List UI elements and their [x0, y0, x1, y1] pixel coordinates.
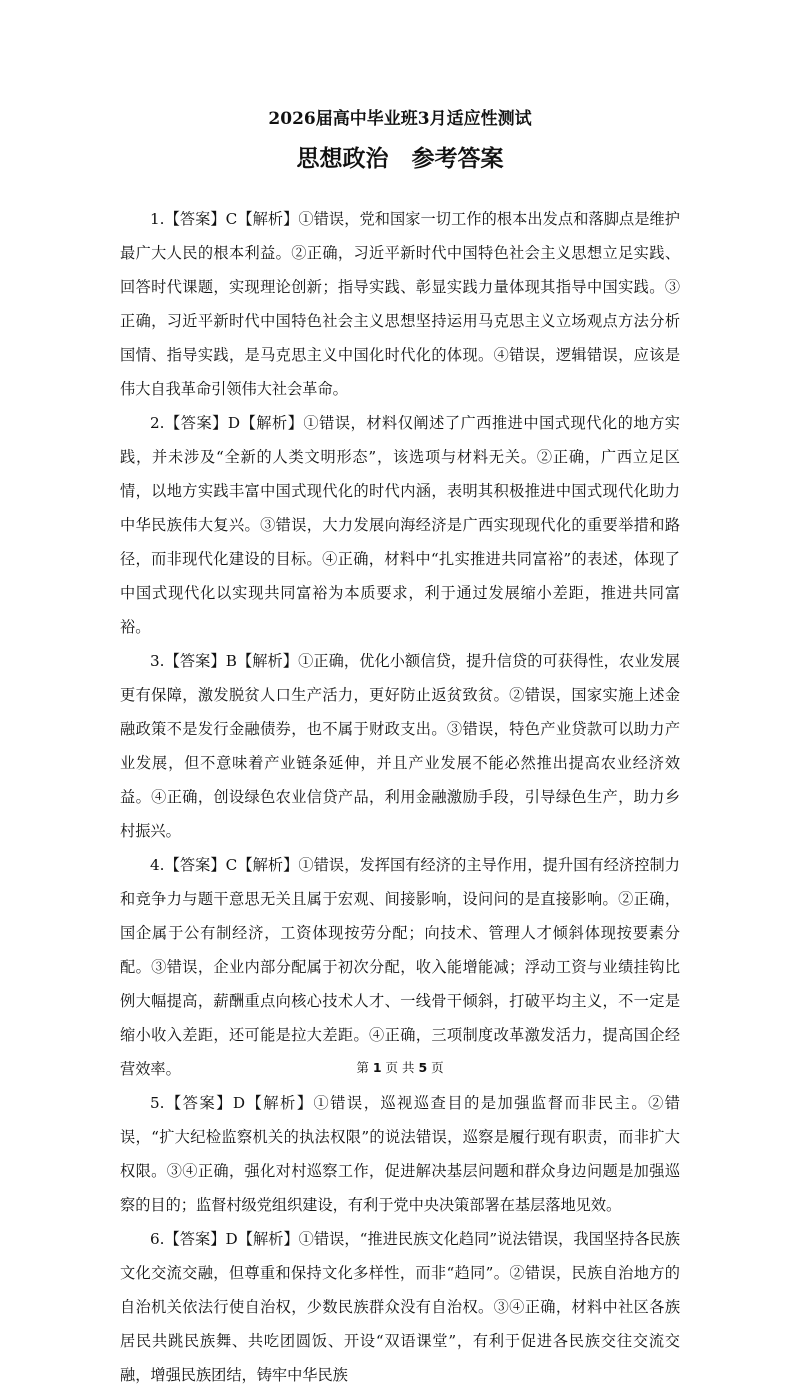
answer-item-3: 3.【答案】B【解析】①正确，优化小额信贷，提升信贷的可获得性，农业发展更有保障，激发脱贫人口生产活力，更好防止返贫致贫。②错误，国家实施上述金融政策不是发行金融债券，也不属于财政支出。③错误，特色产业贷款可以助力产业发展，但不意味着产业链条延伸，并且产业发展不能必然推出提高农业经济效益。④正确，创设绿色农业信贷产品，利用金融激励手段，引导绿色生产，助力乡村振兴。 — [120, 652, 680, 840]
exam-title: 2026届高中毕业班3月适应性测试 — [268, 109, 532, 129]
exam-subtitle: 思想政治 参考答案 — [296, 145, 504, 172]
footer-middle: 页 共 — [385, 1060, 415, 1075]
footer-page-number: 1 — [372, 1060, 382, 1075]
answer-body — [120, 202, 680, 1392]
footer-total-pages: 5 — [418, 1060, 428, 1075]
answer-item-4: 4.【答案】C【解析】①错误，发挥国有经济的主导作用，提升国有经济控制力和竞争力与题干意思无关且属于宏观、间接影响，设问问的是直接影响。②正确，国企属于公有制经济，工资体现按劳分配；向技术、管理人才倾斜体现按要素分配。③错误，企业内部分配属于初次分配，收入能增能减；浮动工资与业绩挂钩比例大幅提高，薪酬重点向核心技术人才、一线骨干倾斜，打破平均主义，不一定是缩小收入差距，还可能是拉大差距。④正确，三项制度改革激发活力，提高国企经营效率。 — [120, 856, 680, 1078]
footer-suffix: 页 — [431, 1060, 444, 1075]
answer-item-6: 6.【答案】D【解析】①错误，“推进民族文化趋同”说法错误，我国坚持各民族文化交流交融，但尊重和保持文化多样性，而非“趋同”。②错误，民族自治地方的自治机关依法行使自治权，少数民族群众没有自治权。③④正确，材料中社区各族居民共跳民族舞、共吃团圆饭、开设“双语课堂”，有利于促进各民族交往交流交融，增强民族团结，铸牢中华民族 — [120, 1230, 680, 1384]
answer-item-1: 1.【答案】C【解析】①错误，党和国家一切工作的根本出发点和落脚点是维护最广大人民的根本利益。②正确，习近平新时代中国特色社会主义思想立足实践、回答时代课题，实现理论创新；指导实践、彰显实践力量体现其指导中国实践。③正确，习近平新时代中国特色社会主义思想坚持运用马克思主义立场观点方法分析国情、指导实践，是马克思主义中国化时代化的体现。④错误，逻辑错误，应该是伟大自我革命引领伟大社会革命。 — [120, 210, 680, 398]
answer-item-2: 2.【答案】D【解析】①错误，材料仅阐述了广西推进中国式现代化的地方实践，并未涉及“全新的人类文明形态”，该选项与材料无关。②正确，广西立足区情，以地方实践丰富中国式现代化的时代内涵，表明其积极推进中国式现代化助力中华民族伟大复兴。③错误，大力发展向海经济是广西实现现代化的重要举措和路径，而非现代化建设的目标。④正确，材料中“扎实推进共同富裕”的表述，体现了中国式现代化以实现共同富裕为本质要求，利于通过发展缩小差距，推进共同富裕。 — [120, 414, 680, 636]
page-footer — [0, 1058, 800, 1076]
footer-prefix: 第 — [356, 1060, 369, 1075]
answer-item-5: 5.【答案】D【解析】①错误，巡视巡查目的是加强监督而非民主。②错误，“扩大纪检监察机关的执法权限”的说法错误，巡察是履行现有职责，而非扩大权限。③④正确，强化对村巡察工作，促进解决基层问题和群众身边问题是加强巡察的目的；监督村级党组织建设，有利于党中央决策部署在基层落地见效。 — [120, 1094, 680, 1214]
